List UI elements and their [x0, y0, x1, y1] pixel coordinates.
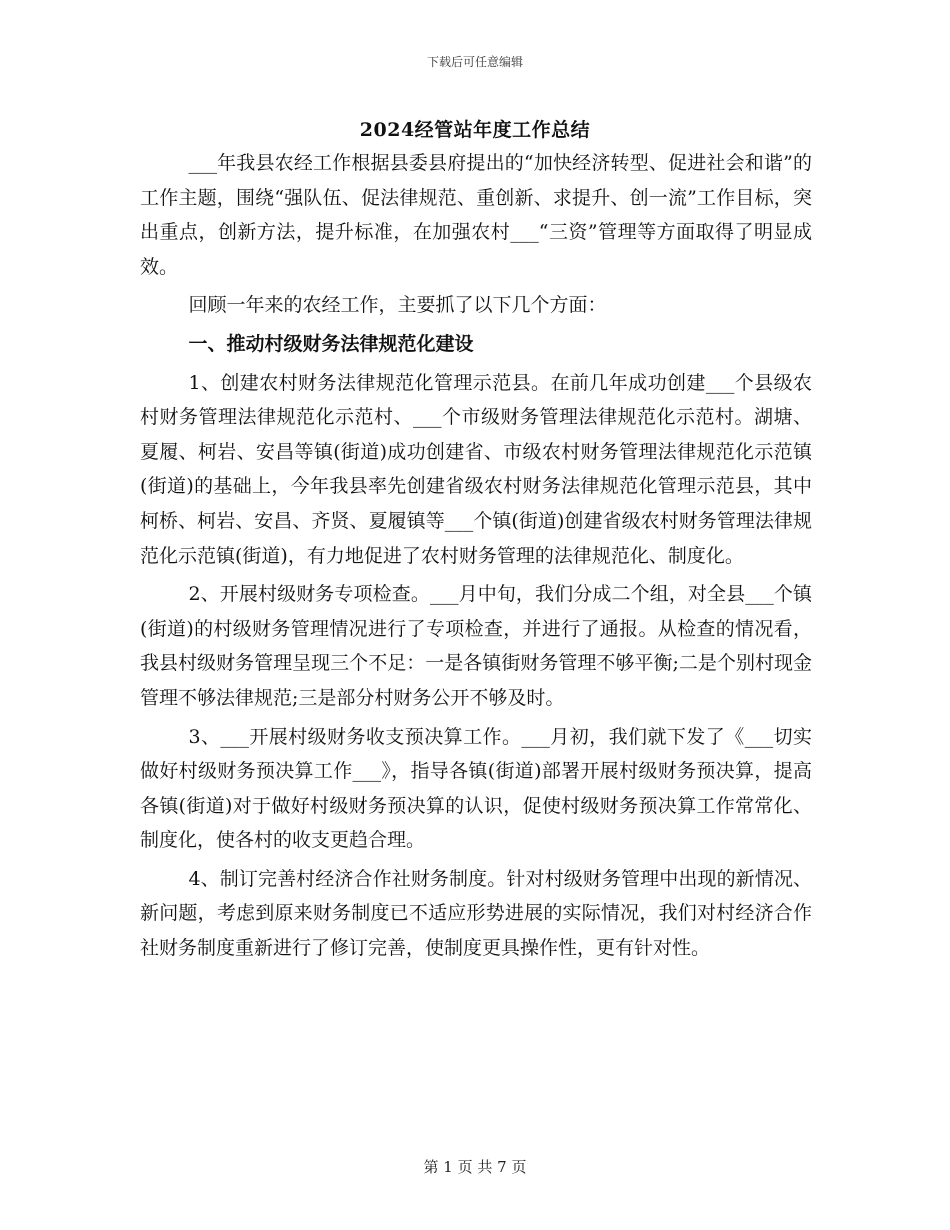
page-indicator: 第 1 页 共 7 页 [423, 1158, 527, 1176]
document-body [140, 146, 812, 966]
header-note: 下载后可任意编辑 [426, 55, 523, 69]
paragraph-intro: ___年我县农经工作根据县委县府提出的“加快经济转型、促进社会和谐”的工作主题，围绕“强队伍、促法律规范、重创新、求提升、创一流”工作目标，突出重点，创新方法，提升标准，在加强农村___“三资”管理等方面取得了明显成效。 [140, 152, 812, 278]
paragraph-item-3: 3、___开展村级财务收支预决算工作。___月初，我们就下发了《___切实做好村级财务预决算工作___》，指导各镇(街道)部署开展村级财务预决算，提高各镇(街道)对于做好村级财务预决算的认识，促使村级财务预决算工作常常化、制度化，使各村的收支更趋合理。 [140, 725, 812, 852]
paragraph-item-4: 4、制订完善村经济合作社财务制度。针对村级财务管理中出现的新情况、新问题，考虑到原来财务制度已不适应形势进展的实际情况，我们对村经济合作社财务制度重新进行了修订完善，使制度更具操作性，更有针对性。 [140, 867, 812, 960]
section-heading: 一、推动村级财务法律规范化建设 [188, 332, 474, 355]
paragraph-review: 回顾一年来的农经工作，主要抓了以下几个方面： [188, 294, 607, 317]
paragraph-item-1: 1、创建农村财务法律规范化管理示范县。在前几年成功创建___个县级农村财务管理法律规范化示范村、___个市级财务管理法律规范化示范村。湖塘、夏履、柯岩、安昌等镇(街道)成功创建省、市级农村财务管理法律规范化示范镇(街道)的基础上，今年我县率先创建省级农村财务法律规范化管理示范县，其中柯桥、柯岩、安昌、齐贤、夏履镇等___个镇(街道)创建省级农村财务管理法律规范化示范镇(街道)，有力地促进了农村财务管理的法律规范化、制度化。 [140, 371, 812, 567]
document-title: 2024经管站年度工作总结 [359, 119, 591, 141]
paragraph-item-2: 2、开展村级财务专项检查。___月中旬，我们分成二个组，对全县___个镇(街道)的村级财务管理情况进行了专项检查，并进行了通报。从检查的情况看，我县村级财务管理呈现三个不足：一是各镇街财务管理不够平衡;二是个别村现金管理不够法律规范;三是部分村财务公开不够及时。 [140, 583, 812, 709]
